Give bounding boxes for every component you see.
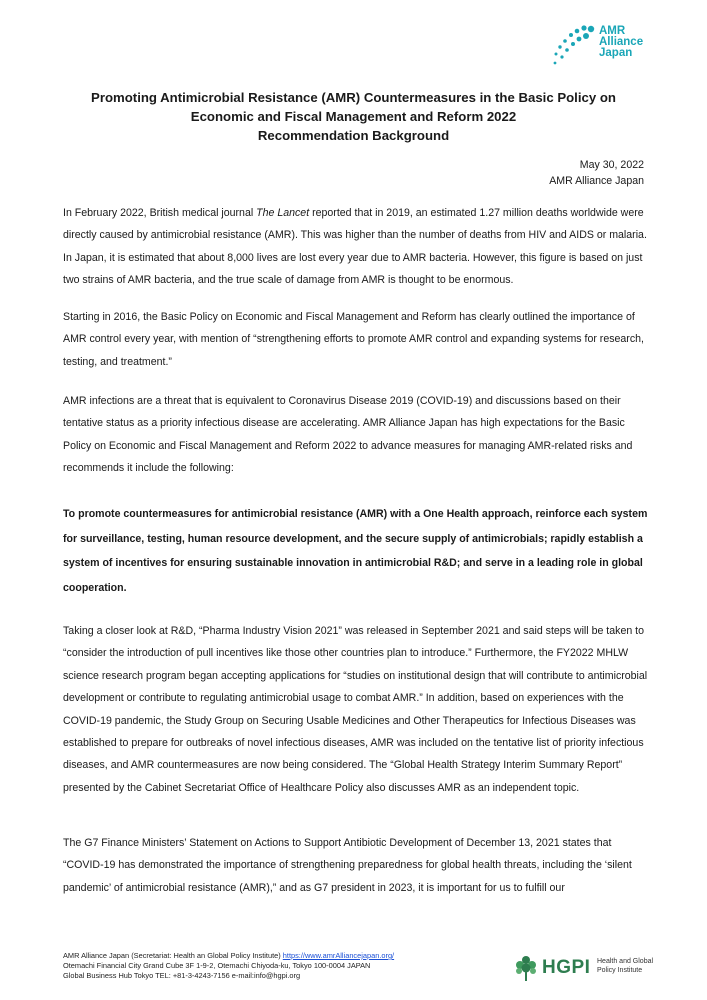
dateline xyxy=(549,157,644,189)
title-line3: Recommendation Background xyxy=(257,128,450,143)
hgpi-subtitle xyxy=(597,958,653,975)
p1-text-start: In February 2022, British medical journal xyxy=(63,207,257,219)
paragraph-6: The G7 Finance Ministers’ Statement on Actions to Support Antibiotic Development of December 13, 2021 states that “COVID-19 has demonstrated the importance of strengthening preparedness for global health threats, including the ‘silent pandemic’ of antimicrobial resistance (AMR),” and as G7 president in 2023, it is important for us to fulfill our xyxy=(63,837,632,894)
footer-line1 xyxy=(63,951,394,961)
paragraph-5: Taking a closer look at R&D, “Pharma Industry Vision 2021” was released in September 2021 and said steps will be taken to “consider the introduction of pull incentives like those other countries plan to introduce.” Furthermore, the FY2022 MHLW science research program began accepting applications for “studies on institutional design that will contribute to antimicrobial development or contribute to regulating antimicrobial usage to combat AMR.” In addition, based on experiences with the COVID-19 pandemic, the Study Group on Securing Usable Medicines and Other Therapeutics for Infectious Diseases was established to prepare for outbreaks of novel infectious diseases, AMR was included on the tentative list of priority infectious diseases, and AMR countermeasures are now being considered. The “Global Health Strategy Interim Summary Report” presented by the Cabinet Secretariat Office of Healthcare Policy also discusses AMR as an independent topic. xyxy=(63,625,648,794)
document-title xyxy=(40,88,667,145)
logo-text-line3: Japan xyxy=(599,47,633,59)
footer-phone-email: Global Business Hub Tokyo TEL: +81-3-4243-7156 e-mail:info@hgpi.org xyxy=(63,971,301,980)
footer-secretariat: AMR Alliance Japan (Secretariat: Health an Global Policy Institute) xyxy=(63,951,283,960)
logo-text-line1: AMR xyxy=(599,25,626,37)
logo-text-line2: Alliance xyxy=(599,36,644,48)
title-line2: Economic and Fiscal Management and Reform 2022 xyxy=(190,109,517,124)
paragraph-2: Starting in 2016, the Basic Policy on Economic and Fiscal Management and Reform has clearly outlined the importance of AMR control every year, with mention of “strengthening efforts to promote AMR control and expanding systems for research, testing, and treatment.” xyxy=(63,311,644,368)
author-org: AMR Alliance Japan xyxy=(549,175,644,187)
hgpi-subtitle-line1: Health and Global xyxy=(597,958,654,965)
footer-address: Otemachi Financial City Grand Cube 3F 1-9-2, Otemachi Chiyoda-ku, Tokyo 100-0004 JAPAN xyxy=(63,961,371,970)
p1-text-end: reported that in 2019, an estimated 1.27 million deaths worldwide were directly caused by antimicrobial resistance (AMR). This was higher than the number of deaths from HIV and AIDS or malaria. In Japan, it is estimated that about 8,000 lives are lost every year due to AMR bacteria. However, this figure is based on just two strains of AMR bacteria, and the true scale of damage from AMR is thought to be enormous. xyxy=(63,207,647,287)
recommendation-statement: To promote countermeasures for antimicrobial resistance (AMR) with a One Health approach, reinforce each system for surveillance, testing, human resource development, and the secure supply of antimicrobials; rapidly establish a system of incentives for ensuring sustainable innovation in antimicrobial R&D; and serve in a leading role in global cooperation. xyxy=(63,508,648,594)
logo-text xyxy=(599,26,643,59)
title-line1: Promoting Antimicrobial Resistance (AMR) Countermeasures in the Basic Policy on xyxy=(91,90,616,105)
amr-alliance-logo-mark xyxy=(551,24,599,70)
date: May 30, 2022 xyxy=(579,159,644,171)
footer-contact xyxy=(63,951,394,981)
website-link[interactable]: https://www.amrAlliancejapan.org/ xyxy=(282,951,395,960)
paragraph-1 xyxy=(63,202,653,292)
hgpi-subtitle-line2: Policy Institute xyxy=(597,966,643,974)
tree-icon xyxy=(514,954,538,982)
paragraph-3: AMR infections are a threat that is equivalent to Coronavirus Disease 2019 (COVID-19) and discussions based on their tentative status as a priority infectious disease are accelerating. AMR Alliance Japan has high expectations for the Basic Policy on Economic and Fiscal Management and Reform 2022 to advance measures for managing AMR-related risks and recommends it include the following: xyxy=(63,395,633,475)
hgpi-wordmark: HGPI xyxy=(542,957,591,978)
journal-name: The Lancet xyxy=(256,207,310,219)
amr-alliance-logo xyxy=(551,24,691,72)
hgpi-logo xyxy=(514,954,674,984)
